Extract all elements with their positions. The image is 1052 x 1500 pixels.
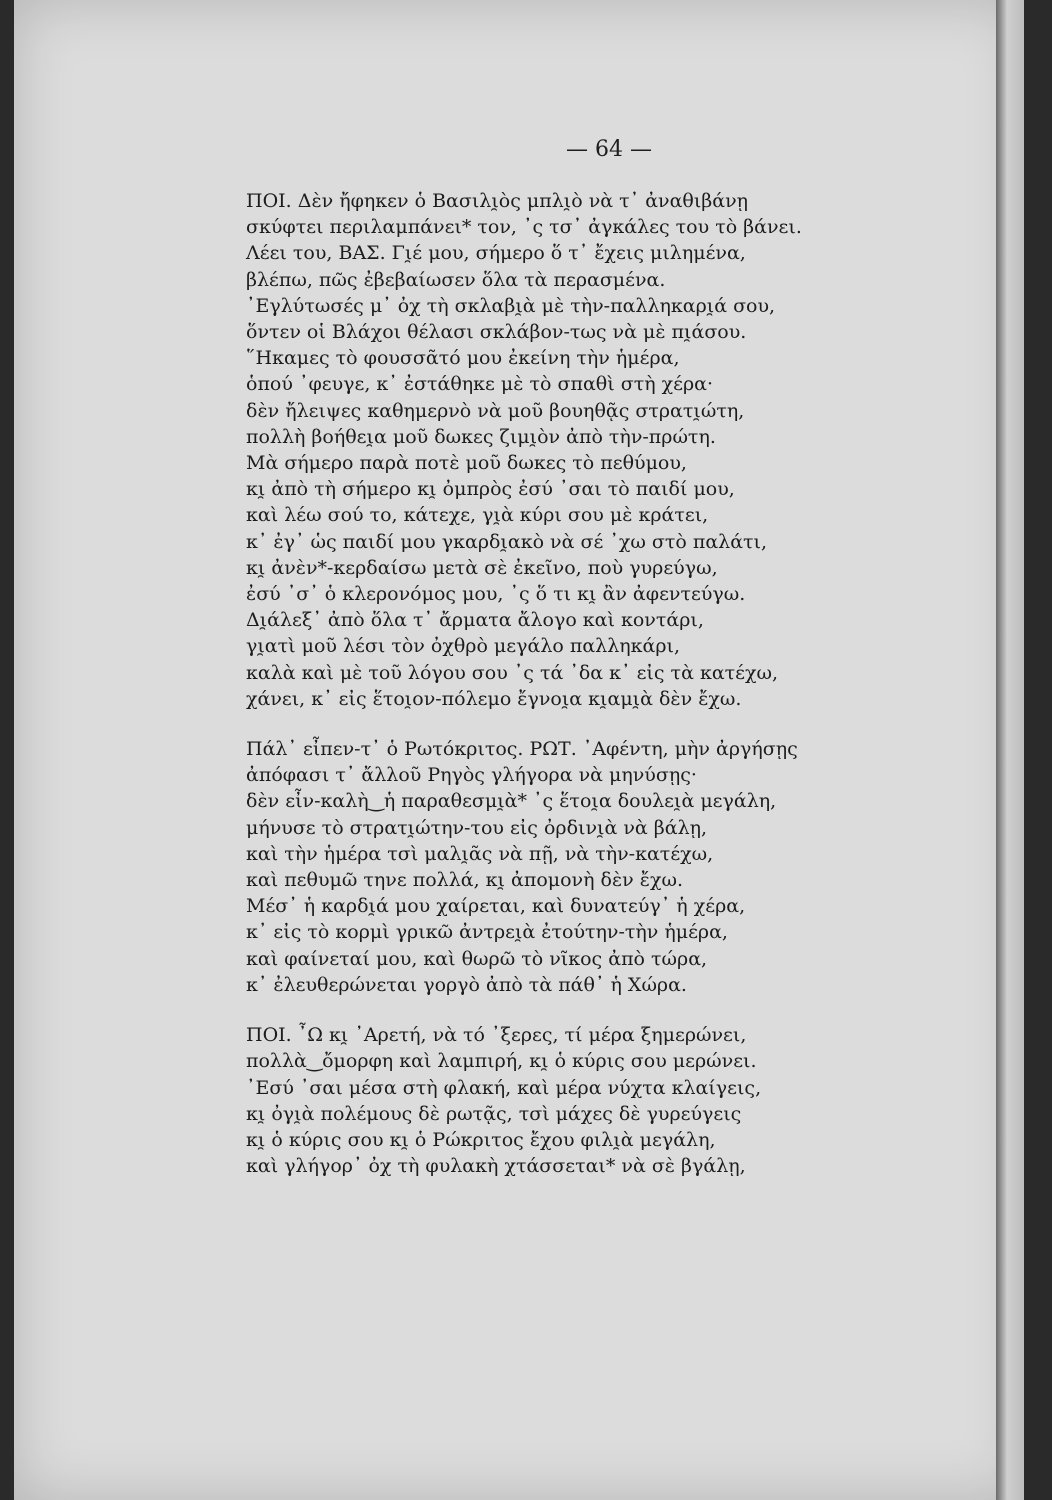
verse-line: κι̯ ὁ κύρις σου κι̯ ὁ Ρώκριτος ἔχου φιλι̯ὰ μεγάλη, [246, 1128, 716, 1151]
verse-line: καὶ λέω σού το, κάτεχε, γι̯ὰ κύρι σου μὲ κράτει, [246, 504, 709, 527]
verse-line: κι̯ ὀγι̯ὰ πολέμους δὲ ρωτᾷς, τσὶ μάχες δὲ γυρεύγεις [246, 1102, 742, 1125]
verse-line: ὁπού ᾽φευγε, κ᾽ ἐστάθηκε μὲ τὸ σπαθὶ στὴ χέρα· [246, 373, 714, 396]
verse-line: μήνυσε τὸ στρατι̯ώτην-του εἰς ὀρδινι̯ὰ νὰ βάλῃ, [246, 816, 708, 839]
verse-line: Πάλ᾽ εἶπεν-τ᾽ ὁ Ρωτόκριτος. ΡΩΤ. ᾽Αφέντη, μὴν ἀργήσῃς [246, 738, 798, 761]
verse-line: ᾽Εσύ ᾽σαι μέσα στὴ φλακή, καὶ μέρα νύχτα κλαίγεις, [246, 1076, 762, 1099]
verse-line: σκύφτει περιλαμπάνει* τον, ᾽ς τσ᾽ ἀγκάλες του τὸ βάνει. [246, 216, 802, 239]
facing-page-edge [996, 0, 1024, 1500]
verse-line: κ᾽ ἐγ᾽ ὡς παιδί μου γκαρδι̯ακὸ νὰ σέ ᾽χω στὸ παλάτι, [246, 530, 768, 553]
verse-line: γι̯ατὶ μοῦ λέσι τὸν ὀχθρὸ μεγάλο παλληκάρι, [246, 635, 680, 658]
verse-line: κ᾽ ἐλευθερώνεται γοργὸ ἀπὸ τὰ πάθ᾽ ἡ Χώρα. [246, 973, 687, 996]
verse-line: ἐσύ ᾽σ᾽ ὁ κλερονόμος μου, ᾽ς ὅ τι κι̯ ἂν ἀφεντεύγω. [246, 583, 746, 606]
book-page [14, 0, 1024, 1500]
verse-line: πολλὰ‿ὄμορφη καὶ λαμπιρή, κι̯ ὁ κύρις σου μερώνει. [246, 1050, 757, 1073]
verse-line: Δι̯άλεξ᾽ ἀπὸ ὅλα τ᾽ ἄρματα ἄλογο καὶ κοντάρι, [246, 609, 704, 632]
verse-line: κι̯ ἀνὲν*-κερδαίσω μετὰ σὲ ἐκεῖνο, ποὺ γυρεύγω, [246, 556, 718, 579]
verse-line: βλέπω, πῶς ἐβεβαίωσεν ὅλα τὰ περασμένα. [246, 268, 666, 291]
verse-line: Μὰ σήμερο παρὰ ποτὲ μοῦ δωκες τὸ πεθύμου, [246, 452, 687, 475]
verse-line: κι̯ ἀπὸ τὴ σήμερο κι̯ ὀμπρὸς ἐσύ ᾽σαι τὸ παιδί μου, [246, 478, 735, 501]
verse-line: ΠΟΙ. Δὲν ἤφηκεν ὁ Βασιλι̯ὸς μπλι̯ὸ νὰ τ᾽ ἀναθιβάνῃ [246, 190, 749, 212]
verse-line: καὶ πεθυμῶ τηνε πολλά, κι̯ ἀπομονὴ δὲν ἔχω. [246, 869, 683, 892]
verse-line: καὶ γλήγορ᾽ ὀχ τὴ φυλακὴ χτάσσεται* νὰ σὲ βγάλῃ, [246, 1155, 746, 1178]
verse-text [246, 188, 846, 1203]
verse-line: πολλὴ βοήθει̯α μοῦ δωκες ζιμι̯ὸν ἀπὸ τὴν-πρώτη. [246, 425, 716, 448]
stanza-3 [246, 1022, 846, 1179]
verse-line: Λέει του, ΒΑΣ. Γι̯έ μου, σήμερο ὅ τ᾽ ἔχεις μιλημένα, [246, 242, 746, 265]
verse-line: ᾽Εγλύτωσές μ᾽ ὀχ τὴ σκλαβι̯ὰ μὲ τὴν-παλληκαρι̯ά σου, [246, 294, 776, 317]
verse-line: ὅντεν οἱ Βλάχοι θέλασι σκλάβον-τως νὰ μὲ πι̯άσου. [246, 321, 747, 344]
verse-line: ῞Ηκαμες τὸ φουσσᾶτό μου ἐκείνη τὴν ἡμέρα, [246, 347, 680, 370]
page-number: — 64 — [566, 137, 652, 162]
verse-line: δὲν εἶν-καλὴ‿ἡ παραθεσμι̯ὰ* ᾽ς ἕτοι̯α δουλει̯ὰ μεγάλη, [246, 790, 777, 813]
verse-line: κ᾽ εἰς τὸ κορμὶ γρικῶ ἀντρει̯ὰ ἐτούτην-τὴν ἡμέρα, [246, 921, 728, 944]
verse-line: χάνει, κ᾽ εἰς ἕτοι̯ον-πόλεμο ἔγνοι̯α κι̯αμι̯ὰ δὲν ἔχω. [246, 687, 742, 710]
verse-line: ἀπόφασι τ᾽ ἄλλοῦ Ρηγὸς γλήγορα νὰ μηνύσῃς· [246, 764, 697, 787]
verse-line: δὲν ἤλειψες καθημερνὸ νὰ μοῦ βουηθᾷς στρατι̯ώτη, [246, 399, 745, 422]
stanza-1 [246, 188, 846, 712]
verse-line: καὶ φαίνεταί μου, καὶ θωρῶ τὸ νῖκος ἀπὸ τώρα, [246, 947, 708, 970]
stanza-2 [246, 736, 846, 998]
verse-line: καὶ τὴν ἡμέρα τσὶ μαλι̯ᾶς νὰ πῇ, νὰ τὴν-κατέχω, [246, 842, 714, 865]
verse-line: καλὰ καὶ μὲ τοῦ λόγου σου ᾽ς τά ᾽δα κ᾽ εἰς τὰ κατέχω, [246, 661, 779, 684]
verse-line: Μέσ᾽ ἡ καρδι̯ά μου χαίρεται, καὶ δυνατεύγ᾽ ἡ χέρα, [246, 895, 746, 918]
verse-line: ΠΟΙ. ῏Ω κι̯ ᾽Αρετή, νὰ τό ᾽ξερες, τί μέρα ξημερώνει, [246, 1024, 747, 1047]
